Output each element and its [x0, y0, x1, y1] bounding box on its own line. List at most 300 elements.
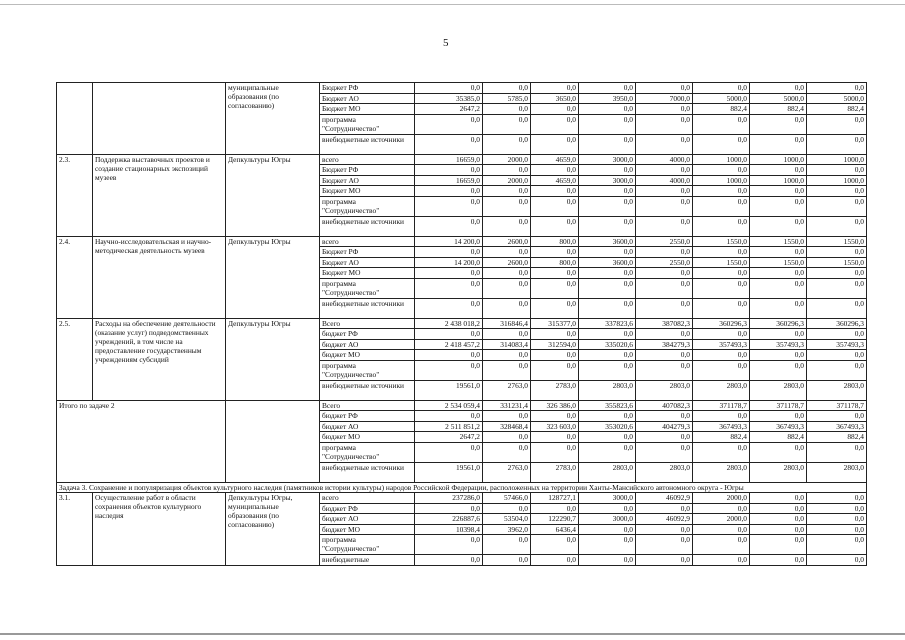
year-value-cell: 326 386,0 — [531, 400, 579, 411]
year-value-cell: 2803,0 — [636, 462, 693, 482]
year-value-cell: 328468,4 — [483, 421, 531, 432]
year-value-cell: 0,0 — [531, 216, 579, 236]
year-value-cell: 3650,0 — [531, 93, 579, 104]
year-value-cell: 0,0 — [807, 555, 867, 566]
group-code-cell: 2.4. — [57, 236, 93, 318]
total-value-cell: 0,0 — [415, 298, 483, 318]
year-value-cell: 0,0 — [636, 83, 693, 94]
year-value-cell: 1000,0 — [693, 154, 750, 165]
source-cell: бюджет АО — [320, 339, 415, 350]
year-value-cell: 1000,0 — [750, 175, 807, 186]
total-value-cell: 0,0 — [415, 350, 483, 361]
source-cell: Бюджет РФ — [320, 165, 415, 176]
year-value-cell: 0,0 — [807, 268, 867, 279]
year-value-cell: 800,0 — [531, 236, 579, 247]
group-name-cell — [93, 83, 226, 155]
total-value-cell: 0,0 — [415, 83, 483, 94]
year-value-cell: 2803,0 — [807, 380, 867, 400]
year-value-cell: 0,0 — [579, 114, 636, 134]
year-value-cell: 0,0 — [531, 165, 579, 176]
table-row — [57, 154, 867, 165]
year-value-cell: 2803,0 — [636, 380, 693, 400]
group-name-cell: Расходы на обеспечение деятельности (оказание услуг) подведомственных учреждений, в том числе на предоставление государственным учреждениям субсидий — [93, 318, 226, 400]
year-value-cell: 128727,1 — [531, 493, 579, 504]
year-value-cell: 0,0 — [531, 134, 579, 154]
year-value-cell: 0,0 — [693, 411, 750, 422]
year-value-cell: 0,0 — [807, 524, 867, 535]
total-value-cell: 14 200,0 — [415, 257, 483, 268]
source-cell: Бюджет АО — [320, 93, 415, 104]
year-value-cell: 0,0 — [531, 104, 579, 115]
year-value-cell: 0,0 — [807, 186, 867, 197]
year-value-cell: 0,0 — [750, 268, 807, 279]
group-name-cell: Научно-исследовательская и научно-методическая деятельность музеев — [93, 236, 226, 318]
task-header-row — [57, 482, 867, 493]
year-value-cell: 0,0 — [531, 535, 579, 555]
year-value-cell: 0,0 — [807, 360, 867, 380]
source-cell: внебюджетные источники — [320, 298, 415, 318]
year-value-cell: 46092,9 — [636, 514, 693, 525]
year-value-cell: 53504,0 — [483, 514, 531, 525]
year-value-cell: 0,0 — [636, 247, 693, 258]
total-value-cell: 237286,0 — [415, 493, 483, 504]
year-value-cell: 3600,0 — [579, 236, 636, 247]
total-value-cell: 2647,2 — [415, 432, 483, 443]
year-value-cell: 0,0 — [579, 134, 636, 154]
year-value-cell: 0,0 — [483, 298, 531, 318]
year-value-cell: 404279,3 — [636, 421, 693, 432]
year-value-cell: 0,0 — [750, 535, 807, 555]
year-value-cell: 0,0 — [531, 83, 579, 94]
total-value-cell: 0,0 — [415, 329, 483, 340]
year-value-cell: 5785,0 — [483, 93, 531, 104]
year-value-cell: 3962,0 — [483, 524, 531, 535]
source-cell: программа "Сотрудничество" — [320, 442, 415, 462]
source-cell: Бюджет АО — [320, 257, 415, 268]
table-row — [57, 236, 867, 247]
year-value-cell: 0,0 — [750, 196, 807, 216]
year-value-cell: 0,0 — [693, 134, 750, 154]
year-value-cell: 0,0 — [579, 350, 636, 361]
year-value-cell: 0,0 — [636, 411, 693, 422]
year-value-cell: 2000,0 — [483, 154, 531, 165]
scan-edge-bottom — [0, 633, 905, 635]
source-cell: бюджет АО — [320, 421, 415, 432]
year-value-cell: 0,0 — [750, 114, 807, 134]
year-value-cell: 0,0 — [483, 134, 531, 154]
year-value-cell: 0,0 — [693, 298, 750, 318]
year-value-cell: 0,0 — [807, 503, 867, 514]
year-value-cell: 0,0 — [807, 329, 867, 340]
group-executor-cell: муниципальные образования (по согласованию) — [226, 83, 320, 155]
source-cell: Бюджет РФ — [320, 247, 415, 258]
source-cell: всего — [320, 154, 415, 165]
year-value-cell: 357493,3 — [750, 339, 807, 350]
total-value-cell: 35385,0 — [415, 93, 483, 104]
year-value-cell: 0,0 — [579, 83, 636, 94]
year-value-cell: 407082,3 — [636, 400, 693, 411]
source-cell: программа "Сотрудничество" — [320, 196, 415, 216]
year-value-cell: 1000,0 — [807, 154, 867, 165]
total-value-cell: 2 418 457,2 — [415, 339, 483, 350]
group-executor-cell: Депкультуры Югры — [226, 154, 320, 236]
year-value-cell: 0,0 — [483, 114, 531, 134]
year-value-cell: 0,0 — [483, 329, 531, 340]
year-value-cell: 0,0 — [636, 535, 693, 555]
year-value-cell: 0,0 — [693, 442, 750, 462]
year-value-cell: 0,0 — [579, 442, 636, 462]
year-value-cell: 355823,6 — [579, 400, 636, 411]
total-value-cell: 0,0 — [415, 503, 483, 514]
year-value-cell: 2000,0 — [693, 493, 750, 504]
year-value-cell: 0,0 — [483, 411, 531, 422]
total-value-cell: 0,0 — [415, 165, 483, 176]
year-value-cell: 0,0 — [483, 247, 531, 258]
year-value-cell: 0,0 — [483, 442, 531, 462]
year-value-cell: 337823,6 — [579, 318, 636, 329]
year-value-cell: 0,0 — [807, 298, 867, 318]
source-cell: бюджет РФ — [320, 503, 415, 514]
total-value-cell: 0,0 — [415, 442, 483, 462]
total-value-cell: 0,0 — [415, 555, 483, 566]
year-value-cell: 0,0 — [693, 247, 750, 258]
year-value-cell: 4000,0 — [636, 154, 693, 165]
year-value-cell: 316846,4 — [483, 318, 531, 329]
year-value-cell: 0,0 — [750, 442, 807, 462]
year-value-cell: 0,0 — [636, 503, 693, 514]
source-cell: Всего — [320, 318, 415, 329]
year-value-cell: 0,0 — [807, 493, 867, 504]
year-value-cell: 0,0 — [483, 555, 531, 566]
year-value-cell: 0,0 — [483, 432, 531, 443]
year-value-cell: 0,0 — [750, 186, 807, 197]
source-cell: внебюджетные источники — [320, 134, 415, 154]
year-value-cell: 371178,7 — [750, 400, 807, 411]
year-value-cell: 0,0 — [636, 278, 693, 298]
source-cell: Бюджет АО — [320, 175, 415, 186]
year-value-cell: 0,0 — [807, 411, 867, 422]
total-value-cell: 0,0 — [415, 247, 483, 258]
year-value-cell: 0,0 — [636, 360, 693, 380]
year-value-cell: 0,0 — [807, 350, 867, 361]
year-value-cell: 0,0 — [693, 278, 750, 298]
year-value-cell: 0,0 — [483, 360, 531, 380]
year-value-cell: 0,0 — [531, 442, 579, 462]
table-row — [57, 318, 867, 329]
total-value-cell: 0,0 — [415, 535, 483, 555]
year-value-cell: 0,0 — [531, 247, 579, 258]
year-value-cell: 387082,3 — [636, 318, 693, 329]
year-value-cell: 367493,3 — [807, 421, 867, 432]
year-value-cell: 5000,0 — [807, 93, 867, 104]
total-value-cell: 0,0 — [415, 134, 483, 154]
year-value-cell: 0,0 — [807, 514, 867, 525]
total-value-cell: 0,0 — [415, 196, 483, 216]
year-value-cell: 2783,0 — [531, 462, 579, 482]
year-value-cell: 0,0 — [483, 186, 531, 197]
year-value-cell: 0,0 — [750, 555, 807, 566]
year-value-cell: 0,0 — [483, 83, 531, 94]
year-value-cell: 360296,3 — [750, 318, 807, 329]
year-value-cell: 0,0 — [579, 196, 636, 216]
year-value-cell: 0,0 — [636, 432, 693, 443]
year-value-cell: 0,0 — [531, 114, 579, 134]
year-value-cell: 0,0 — [531, 360, 579, 380]
year-value-cell: 2803,0 — [693, 462, 750, 482]
year-value-cell: 0,0 — [693, 196, 750, 216]
year-value-cell: 0,0 — [483, 216, 531, 236]
year-value-cell: 7000,0 — [636, 93, 693, 104]
year-value-cell: 0,0 — [750, 503, 807, 514]
year-value-cell: 3600,0 — [579, 257, 636, 268]
year-value-cell: 57466,0 — [483, 493, 531, 504]
table-row — [57, 400, 867, 411]
source-cell: бюджет РФ — [320, 329, 415, 340]
total-value-cell: 2647,2 — [415, 104, 483, 115]
year-value-cell: 331231,4 — [483, 400, 531, 411]
year-value-cell: 5000,0 — [693, 93, 750, 104]
year-value-cell: 5000,0 — [750, 93, 807, 104]
year-value-cell: 0,0 — [693, 503, 750, 514]
year-value-cell: 2763,0 — [483, 380, 531, 400]
year-value-cell: 2600,0 — [483, 236, 531, 247]
year-value-cell: 0,0 — [531, 329, 579, 340]
year-value-cell: 0,0 — [483, 278, 531, 298]
year-value-cell: 0,0 — [636, 165, 693, 176]
group-name-cell: Поддержка выставочных проектов и создание стационарных экспозиций музеев — [93, 154, 226, 236]
source-cell: бюджет МО — [320, 524, 415, 535]
source-cell: Бюджет МО — [320, 268, 415, 279]
year-value-cell: 0,0 — [531, 268, 579, 279]
year-value-cell: 0,0 — [579, 104, 636, 115]
year-value-cell: 0,0 — [693, 114, 750, 134]
year-value-cell: 0,0 — [531, 350, 579, 361]
year-value-cell: 0,0 — [693, 350, 750, 361]
year-value-cell: 882,4 — [693, 432, 750, 443]
source-cell: внебюджетные источники — [320, 216, 415, 236]
total-value-cell: 0,0 — [415, 278, 483, 298]
year-value-cell: 0,0 — [483, 268, 531, 279]
task-header: Задача 3. Сохранение и популяризация объектов культурного наследия (памятников истории культуры) народов Российской Федерации, расположенных на территории Ханты-Мансийского автономного округа - Югры — [57, 482, 867, 493]
year-value-cell: 0,0 — [807, 216, 867, 236]
group-executor-cell: Депкультуры Югры — [226, 236, 320, 318]
source-cell: бюджет РФ — [320, 411, 415, 422]
year-value-cell: 0,0 — [579, 555, 636, 566]
year-value-cell: 0,0 — [750, 350, 807, 361]
source-cell: бюджет МО — [320, 432, 415, 443]
source-cell: Бюджет МО — [320, 104, 415, 115]
group-name-cell: Итого по задаче 2 — [57, 400, 226, 482]
year-value-cell: 0,0 — [531, 503, 579, 514]
year-value-cell: 882,4 — [807, 432, 867, 443]
year-value-cell: 2550,0 — [636, 257, 693, 268]
year-value-cell: 6436,4 — [531, 524, 579, 535]
source-cell: внебюджетные источники — [320, 462, 415, 482]
year-value-cell: 3000,0 — [579, 514, 636, 525]
year-value-cell: 367493,3 — [750, 421, 807, 432]
total-value-cell: 2 534 059,4 — [415, 400, 483, 411]
source-cell: Всего — [320, 400, 415, 411]
year-value-cell: 882,4 — [807, 104, 867, 115]
year-value-cell: 0,0 — [693, 329, 750, 340]
group-code-cell: 2.3. — [57, 154, 93, 236]
year-value-cell: 0,0 — [531, 298, 579, 318]
year-value-cell: 4659,0 — [531, 154, 579, 165]
year-value-cell: 0,0 — [750, 329, 807, 340]
source-cell: бюджет АО — [320, 514, 415, 525]
year-value-cell: 2803,0 — [579, 462, 636, 482]
year-value-cell: 0,0 — [636, 329, 693, 340]
budget-table — [56, 82, 867, 566]
year-value-cell: 0,0 — [693, 268, 750, 279]
year-value-cell: 314083,4 — [483, 339, 531, 350]
year-value-cell: 0,0 — [579, 247, 636, 258]
year-value-cell: 0,0 — [750, 247, 807, 258]
year-value-cell: 1550,0 — [693, 236, 750, 247]
year-value-cell: 0,0 — [750, 216, 807, 236]
year-value-cell: 2803,0 — [693, 380, 750, 400]
total-value-cell: 0,0 — [415, 360, 483, 380]
year-value-cell: 360296,3 — [807, 318, 867, 329]
year-value-cell: 46092,9 — [636, 493, 693, 504]
year-value-cell: 371178,7 — [807, 400, 867, 411]
year-value-cell: 1550,0 — [807, 236, 867, 247]
source-cell: всего — [320, 236, 415, 247]
year-value-cell: 0,0 — [579, 165, 636, 176]
year-value-cell: 335020,6 — [579, 339, 636, 350]
year-value-cell: 0,0 — [483, 350, 531, 361]
page-number: 5 — [443, 37, 449, 49]
year-value-cell: 0,0 — [693, 535, 750, 555]
source-cell: программа "Сотрудничество" — [320, 360, 415, 380]
total-value-cell: 16659,0 — [415, 175, 483, 186]
year-value-cell: 0,0 — [636, 555, 693, 566]
year-value-cell: 0,0 — [807, 165, 867, 176]
year-value-cell: 3000,0 — [579, 154, 636, 165]
year-value-cell: 0,0 — [693, 186, 750, 197]
total-value-cell: 0,0 — [415, 216, 483, 236]
year-value-cell: 0,0 — [807, 278, 867, 298]
year-value-cell: 0,0 — [579, 503, 636, 514]
total-value-cell: 0,0 — [415, 268, 483, 279]
year-value-cell: 0,0 — [807, 134, 867, 154]
year-value-cell: 4659,0 — [531, 175, 579, 186]
year-value-cell: 2803,0 — [807, 462, 867, 482]
year-value-cell: 0,0 — [636, 104, 693, 115]
source-cell: программа "Сотрудничество" — [320, 114, 415, 134]
year-value-cell: 0,0 — [693, 216, 750, 236]
table-row — [57, 493, 867, 504]
year-value-cell: 0,0 — [531, 555, 579, 566]
year-value-cell: 0,0 — [636, 298, 693, 318]
year-value-cell: 0,0 — [750, 165, 807, 176]
year-value-cell: 0,0 — [483, 196, 531, 216]
year-value-cell: 0,0 — [531, 432, 579, 443]
year-value-cell: 315377,0 — [531, 318, 579, 329]
year-value-cell: 2763,0 — [483, 462, 531, 482]
year-value-cell: 0,0 — [750, 278, 807, 298]
year-value-cell: 2803,0 — [750, 380, 807, 400]
year-value-cell: 2803,0 — [579, 380, 636, 400]
table-row — [57, 83, 867, 94]
year-value-cell: 0,0 — [750, 360, 807, 380]
year-value-cell: 0,0 — [807, 247, 867, 258]
year-value-cell: 1550,0 — [750, 236, 807, 247]
source-cell: внебюджетные источники — [320, 380, 415, 400]
year-value-cell: 1000,0 — [807, 175, 867, 186]
group-code-cell: 2.5. — [57, 318, 93, 400]
year-value-cell: 0,0 — [636, 216, 693, 236]
year-value-cell: 0,0 — [750, 134, 807, 154]
year-value-cell: 0,0 — [579, 535, 636, 555]
total-value-cell: 2 511 851,2 — [415, 421, 483, 432]
year-value-cell: 0,0 — [750, 298, 807, 318]
year-value-cell: 0,0 — [483, 503, 531, 514]
year-value-cell: 882,4 — [693, 104, 750, 115]
year-value-cell: 371178,7 — [693, 400, 750, 411]
year-value-cell: 0,0 — [750, 493, 807, 504]
year-value-cell: 0,0 — [579, 524, 636, 535]
year-value-cell: 0,0 — [483, 104, 531, 115]
year-value-cell: 2600,0 — [483, 257, 531, 268]
source-cell: программа "Сотрудничество" — [320, 278, 415, 298]
group-code-cell — [57, 83, 93, 155]
group-name-cell: Осуществление работ в области сохранения объектов культурного наследия — [93, 493, 226, 566]
group-executor-cell: Депкультуры Югры, муниципальные образования (по согласованию) — [226, 493, 320, 566]
year-value-cell: 357493,3 — [693, 339, 750, 350]
year-value-cell: 0,0 — [807, 114, 867, 134]
year-value-cell: 0,0 — [693, 165, 750, 176]
source-cell: Бюджет МО — [320, 186, 415, 197]
total-value-cell: 10398,4 — [415, 524, 483, 535]
year-value-cell: 0,0 — [579, 186, 636, 197]
total-value-cell: 0,0 — [415, 411, 483, 422]
year-value-cell: 0,0 — [636, 350, 693, 361]
year-value-cell: 0,0 — [579, 411, 636, 422]
year-value-cell: 2550,0 — [636, 236, 693, 247]
year-value-cell: 0,0 — [531, 278, 579, 298]
year-value-cell: 2783,0 — [531, 380, 579, 400]
group-executor-cell — [226, 400, 320, 482]
year-value-cell: 0,0 — [483, 535, 531, 555]
total-value-cell: 2 438 018,2 — [415, 318, 483, 329]
year-value-cell: 0,0 — [579, 329, 636, 340]
year-value-cell: 0,0 — [807, 535, 867, 555]
year-value-cell: 3950,0 — [579, 93, 636, 104]
year-value-cell: 1000,0 — [750, 154, 807, 165]
year-value-cell: 0,0 — [579, 268, 636, 279]
year-value-cell: 0,0 — [750, 524, 807, 535]
year-value-cell: 0,0 — [807, 196, 867, 216]
total-value-cell: 19561,0 — [415, 380, 483, 400]
year-value-cell: 0,0 — [693, 524, 750, 535]
total-value-cell: 16659,0 — [415, 154, 483, 165]
year-value-cell: 800,0 — [531, 257, 579, 268]
year-value-cell: 0,0 — [636, 268, 693, 279]
year-value-cell: 0,0 — [579, 216, 636, 236]
year-value-cell: 1550,0 — [693, 257, 750, 268]
year-value-cell: 0,0 — [693, 83, 750, 94]
year-value-cell: 0,0 — [579, 298, 636, 318]
year-value-cell: 0,0 — [636, 442, 693, 462]
year-value-cell: 0,0 — [531, 186, 579, 197]
year-value-cell: 0,0 — [531, 196, 579, 216]
source-cell: программа "Сотрудничество" — [320, 535, 415, 555]
year-value-cell: 0,0 — [636, 134, 693, 154]
year-value-cell: 0,0 — [531, 411, 579, 422]
year-value-cell: 0,0 — [750, 514, 807, 525]
group-code-cell: 3.1. — [57, 493, 93, 566]
